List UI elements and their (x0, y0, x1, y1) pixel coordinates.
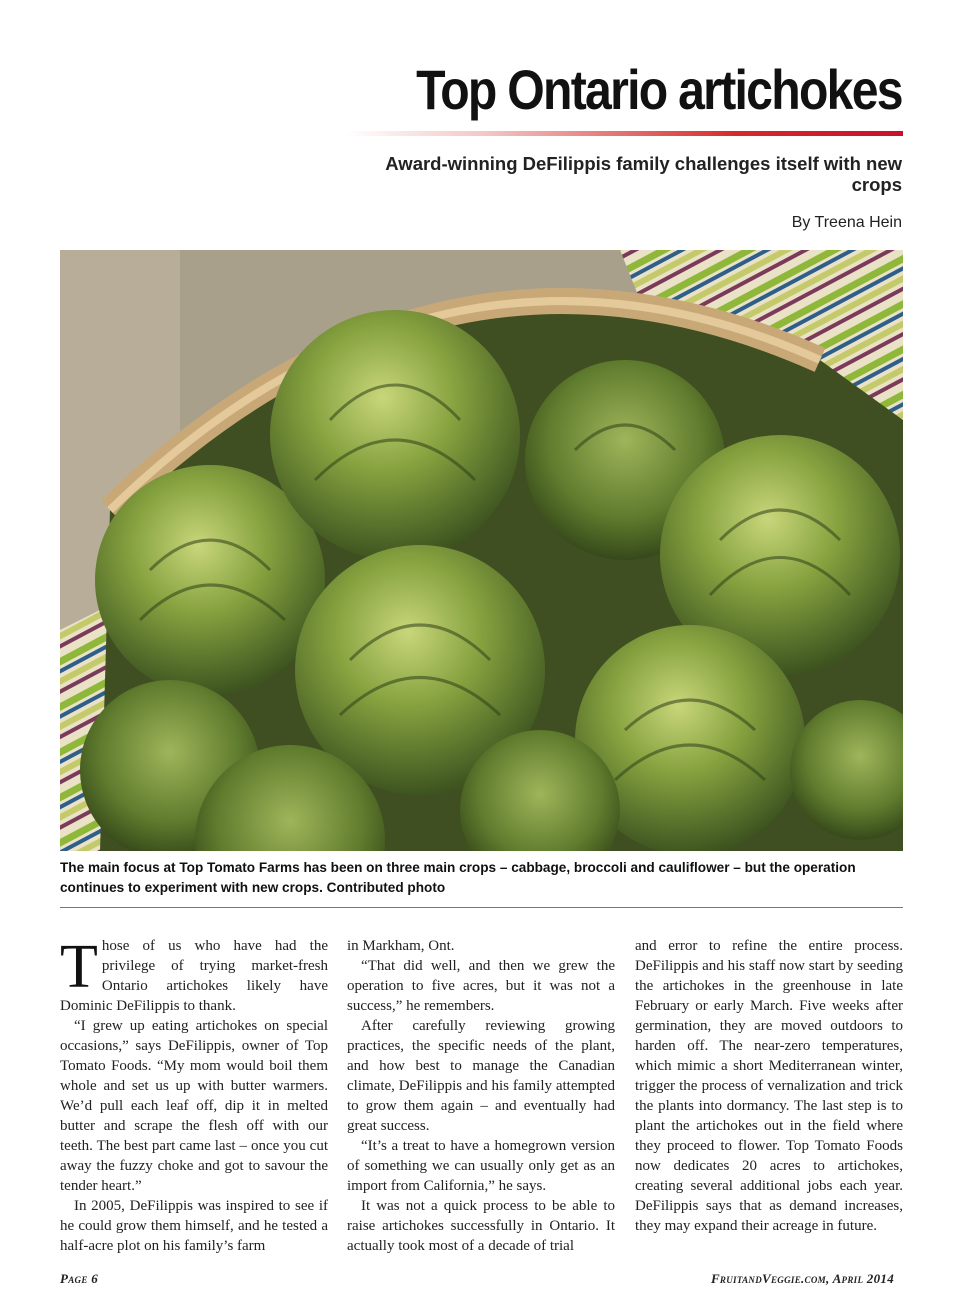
paragraph: Those of us who have had the privilege of trying market-fresh Ontario artichokes likely have Dominic DeFilippis to thank. (60, 933, 328, 1014)
paragraph: In 2005, DeFilippis was inspired to see if he could grow them himself, and he tested a half-acre plot on his family’s farm (60, 1198, 328, 1254)
title-accent-rule (345, 131, 903, 136)
article-column-1 (60, 933, 328, 1256)
paragraph: “It’s a treat to have a homegrown version of something we can usually only get as an import from California,” he says. (347, 1138, 615, 1194)
byline: By Treena Hein (791, 214, 902, 231)
paragraph: “I grew up eating artichokes on special occasions,” says DeFilippis, owner of Top Tomato Foods. “My mom would boil them whole and set us up with butter warmers. We’d pull each leaf off, dip it in melted butter and scrape the flesh off with our teeth. The best part came last – once you cut away the fuzzy choke and got to savour the tender heart.” (60, 1018, 328, 1194)
publication-footer: FruitandVeggie.com, April 2014 (710, 1271, 894, 1286)
caption-divider (60, 907, 903, 908)
article-subtitle: Award-winning DeFilippis family challenges itself with new crops (385, 153, 902, 195)
article-column-2 (347, 936, 615, 1256)
paragraph: After carefully reviewing growing practices, the specific needs of the plant, and how best to manage the Canadian climate, DeFilippis and his family attempted to grow them again – and eventually had great success. (347, 1018, 615, 1134)
paragraph: in Markham, Ont. (347, 938, 455, 954)
article-title: Top Ontario artichokes (416, 58, 902, 121)
paragraph: “That did well, and then we grew the operation to five acres, but it was not a success,” he remembers. (347, 958, 615, 1014)
paragraph: and error to refine the entire process. DeFilippis and his staff now start by seeding the artichokes in the greenhouse in late February or early March. Five weeks after germination, they are moved outdoors to harden off. The near-zero temperatures, which mimic a short Mediterranean winter, trigger the process of vernalization and trick the plants into dormancy. The last step is to plant the artichokes out in the field where they proceed to flower. Top Tomato Foods now dedicates 20 acres to artichokes, creating several additional jobs each year. DeFilippis says that as demand increases, they may expand their acreage in future. (635, 938, 903, 1234)
page-number: Page 6 (60, 1271, 98, 1286)
paragraph: It was not a quick process to be able to raise artichokes successfully in Ontario. It actually took most of a decade of trial (347, 1198, 615, 1254)
photo-caption: The main focus at Top Tomato Farms has been on three main crops – cabbage, broccoli and cauliflower – but the operation continues to experiment with new crops. Contributed photo (60, 860, 856, 895)
artichoke-photo (60, 250, 903, 851)
drop-cap: T (60, 933, 98, 1001)
article-column-3 (635, 936, 903, 1236)
